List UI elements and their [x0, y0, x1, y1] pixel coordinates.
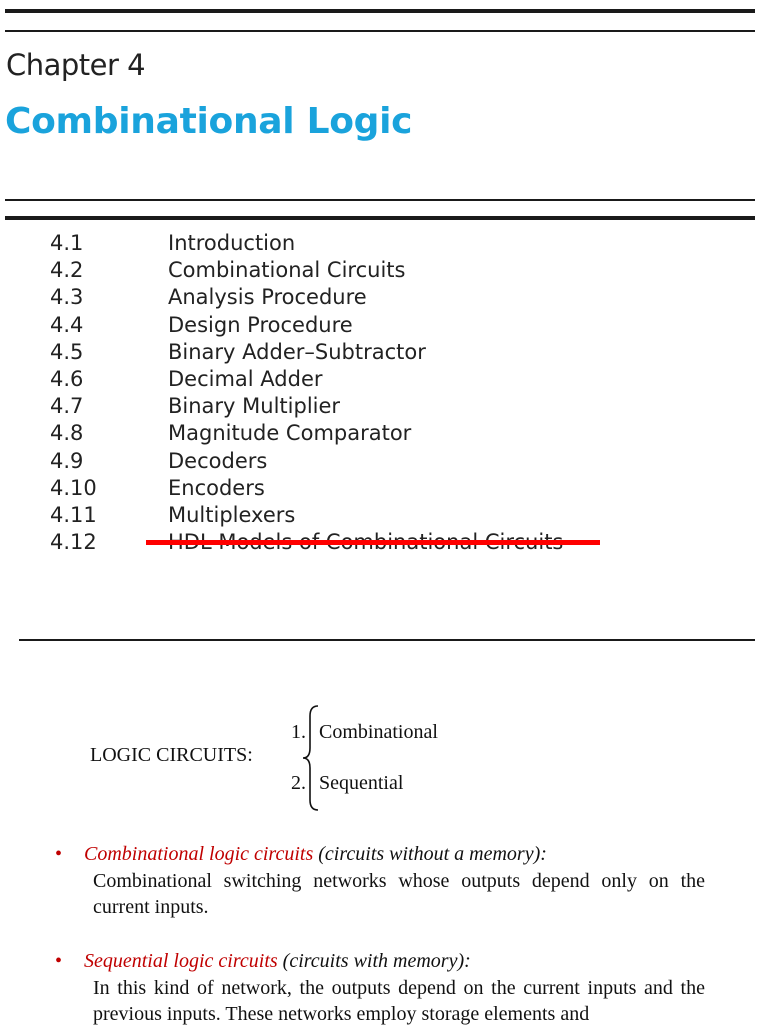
logic-circuits-label: LOGIC CIRCUITS: [90, 744, 253, 766]
toc-number: 4.5 [50, 339, 84, 364]
bullet-qualifier: (circuits without a memory): [313, 843, 547, 865]
toc-title: Binary Multiplier [168, 394, 341, 419]
toc-number: 4.1 [50, 231, 84, 255]
toc-title: Design Procedure [168, 312, 353, 337]
toc-title: Decimal Adder [168, 366, 323, 391]
top-rule-thick [5, 9, 755, 13]
section-divider [19, 639, 755, 641]
toc-number: 4.8 [50, 421, 84, 446]
bullet-body: Combinational switching networks whose outputs depend only on the current inputs. [93, 870, 705, 918]
toc-title: Magnitude Comparator [168, 421, 412, 446]
chapter-title: Combinational Logic [5, 101, 413, 142]
bullet-term: Sequential logic circuits [84, 950, 278, 972]
toc-rule-thick [5, 216, 755, 220]
toc-title: Encoders [168, 475, 265, 500]
toc-rule-thin [5, 199, 755, 201]
bullet-icon: • [55, 843, 63, 865]
toc-number: 4.9 [50, 448, 84, 473]
chapter-label: Chapter 4 [6, 48, 146, 82]
toc-title: Analysis Procedure [168, 285, 367, 310]
toc-number: 4.11 [50, 502, 97, 527]
logic-option-number: 1. [291, 721, 306, 743]
logic-option-combinational: Combinational [319, 721, 438, 743]
toc-number: 4.12 [50, 530, 97, 555]
bullet-body: In this kind of network, the outputs depend on the current inputs and the previous inputs. These networks employ storage elements and [93, 977, 705, 1025]
toc-title: Decoders [168, 448, 268, 473]
logic-option-sequential: Sequential [319, 772, 404, 794]
toc-number: 4.7 [50, 394, 84, 419]
bullet-heading [84, 843, 547, 866]
toc-number: 4.4 [50, 312, 84, 337]
bullet-qualifier: (circuits with memory): [277, 950, 471, 972]
strikethrough-mark [146, 540, 600, 545]
bullet-combinational [55, 843, 705, 923]
logic-option-number: 2. [291, 772, 306, 794]
bullet-term: Combinational logic circuits [84, 843, 314, 865]
toc-title: Multiplexers [168, 502, 296, 527]
top-rule-thin [5, 30, 755, 32]
toc-number: 4.10 [50, 475, 97, 500]
toc-title: Binary Adder–Subtractor [168, 339, 426, 364]
bullet-icon: • [55, 950, 63, 972]
toc-number: 4.3 [50, 285, 84, 310]
bullet-heading [84, 950, 471, 973]
toc-number: 4.6 [50, 366, 84, 391]
toc-title: Introduction [168, 231, 296, 255]
bullet-sequential [55, 950, 705, 1024]
toc-title: Combinational Circuits [168, 258, 406, 283]
toc-number: 4.2 [50, 258, 84, 283]
